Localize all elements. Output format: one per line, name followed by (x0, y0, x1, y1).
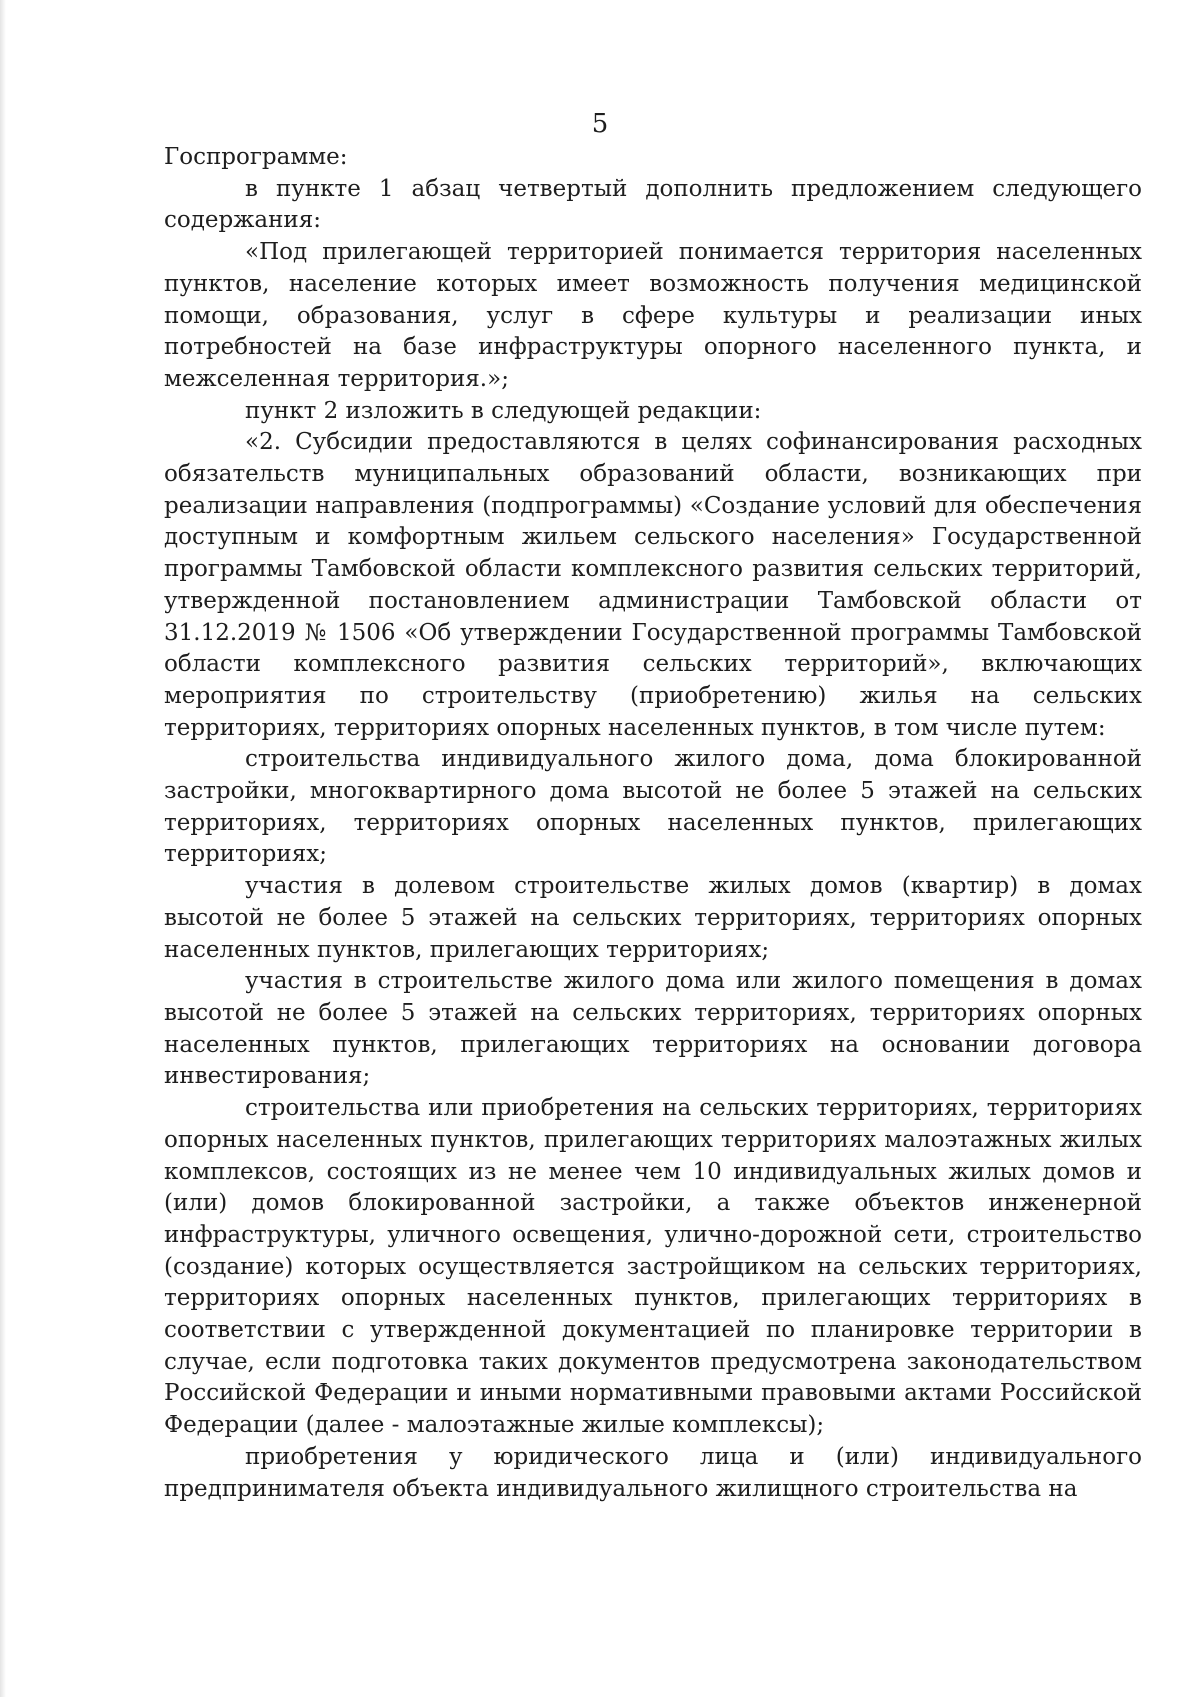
page-number: 5 (591, 109, 609, 139)
document-body (164, 142, 1142, 1505)
paragraph-gosprogramme: Госпрограмме: (164, 144, 348, 170)
paragraph-subsidies: «2. Субсидии предоставляются в целях софинансирования расходных обязательств муниципальных образований области, возникающих при реализации направления (подпрограммы) «Создание условий для обеспечения доступным и комфортным жильем сельского населения» Государственной программы Тамбовской области комплексного развития сельских территорий, утвержденной постановлением администрации Тамбовской области от 31.12.2019 № 1506 «Об утверждении Государственной программы Тамбовской области комплексного развития сельских территорий», включающих мероприятия по строительству (приобретению) жилья на сельских территориях, территориях опорных населенных пунктов, в том числе путем: (164, 429, 1142, 741)
paragraph-point-2-amendment: пункт 2 изложить в следующей редакции: (245, 397, 762, 424)
paragraph-investment-construction: участия в строительстве жилого дома или жилого помещения в домах высотой не более 5 этажей на сельских территориях, территориях опорных населенных пунктов, прилегающих территориях на основании договора инвестирования; (164, 968, 1142, 1090)
paragraph-adjacent-territory-definition: «Под прилегающей территорией понимается территория населенных пунктов, население которых имеет возможность получения медицинской помощи, образования, услуг в сфере культуры и реализации иных потребностей на базе инфраструктуры опорного населенного пункта, и межселенная территория.»; (164, 239, 1142, 392)
paragraph-low-rise-complexes: строительства или приобретения на сельских территориях, территориях опорных населенных пунктов, прилегающих территориях малоэтажных жилых комплексов, состоящих из не менее чем 10 индивидуальных жилых домов и (или) домов блокированной застройки, а также объектов инженерной инфраструктуры, уличного освещения, улично-дорожной сети, строительство (создание) которых осуществляется застройщиком на сельских территориях, территориях опорных населенных пунктов, прилегающих территориях в соответствии с утвержденной документацией по планировке территории в случае, если подготовка таких документов предусмотрена законодательством Российской Федерации и иными нормативными правовыми актами Российской Федерации (далее - малоэтажные жилые комплексы); (164, 1095, 1142, 1439)
paragraph-point-1-amendment: в пункте 1 абзац четвертый дополнить предложением следующего содержания: (164, 175, 1142, 234)
paragraph-acquisition: приобретения у юридического лица и (или) индивидуального предпринимателя объекта индивидуального жилищного строительства на (164, 1443, 1142, 1502)
scan-edge-shadow (0, 0, 6, 1697)
paragraph-shared-construction: участия в долевом строительстве жилых домов (квартир) в домах высотой не более 5 этажей на сельских территориях, территориях опорных населенных пунктов, прилегающих территориях; (164, 873, 1142, 963)
paragraph-construction-house: строительства индивидуального жилого дома, дома блокированной застройки, многоквартирного дома высотой не более 5 этажей на сельских территориях, территориях опорных населенных пунктов, прилегающих территориях; (164, 746, 1142, 868)
